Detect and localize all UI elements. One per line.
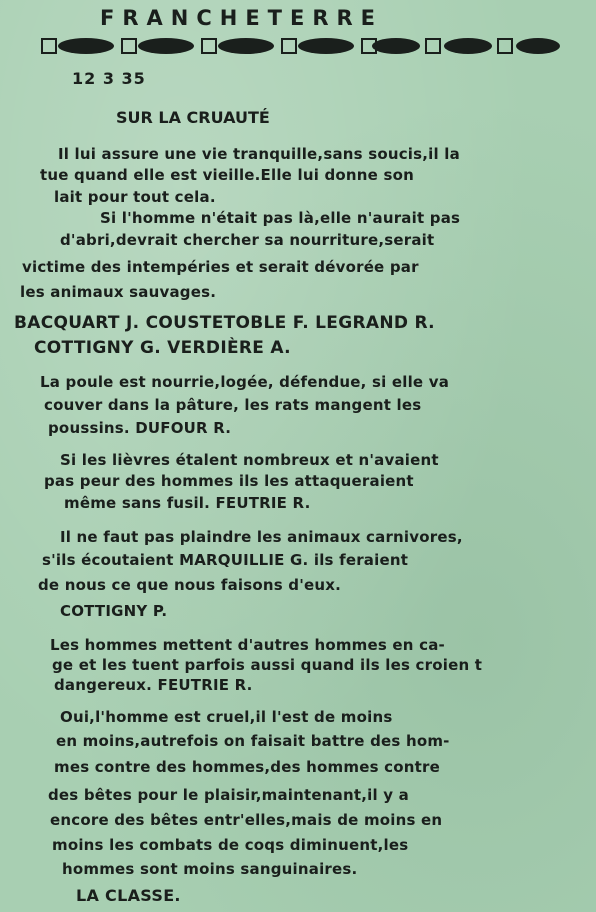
text-line: même sans fusil. FEUTRIE R. — [64, 494, 311, 512]
text-line: Si l'homme n'était pas là,elle n'aurait pas — [100, 209, 461, 227]
text-line: La poule est nourrie,logée, défendue, si elle va — [40, 373, 450, 391]
frieze-oval — [58, 38, 114, 54]
frieze-square — [42, 39, 56, 53]
text-line: moins les combats de coqs diminuent,les — [52, 836, 409, 854]
text-line: Oui,l'homme est cruel,il l'est de moins — [60, 708, 393, 726]
text-line: en moins,autrefois on faisait battre des hom- — [56, 732, 450, 750]
frieze-oval — [218, 38, 274, 54]
text-line: Il lui assure une vie tranquille,sans soucis,il la — [58, 145, 460, 163]
text-line: de nous ce que nous faisons d'eux. — [38, 576, 342, 594]
text-line: des bêtes pour le plaisir,maintenant,il y a — [48, 786, 409, 804]
frieze-oval — [298, 38, 354, 54]
text-line: s'ils écoutaient MARQUILLIE G. ils feraient — [42, 551, 409, 569]
text-line: Il ne faut pas plaindre les animaux carnivores, — [60, 528, 463, 546]
text-line: ge et les tuent parfois aussi quand ils les croien t — [52, 656, 483, 674]
frieze-square — [498, 39, 512, 53]
frieze-oval — [444, 38, 492, 54]
text-line: couver dans la pâture, les rats mangent les — [44, 396, 422, 414]
text-line: d'abri,devrait chercher sa nourriture,serait — [60, 231, 435, 249]
text-line: mes contre des hommes,des hommes contre — [54, 758, 440, 776]
frieze-square — [122, 39, 136, 53]
issue-date: 12 3 35 — [72, 69, 146, 88]
text-line: dangereux. FEUTRIE R. — [54, 676, 253, 694]
text-line: lait pour tout cela. — [54, 188, 216, 206]
text-line: tue quand elle est vieille.Elle lui donne son — [40, 166, 414, 184]
masthead-title: FRANCHETERRE — [100, 6, 384, 30]
text-line: poussins. DUFOUR R. — [48, 419, 232, 437]
text-line: hommes sont moins sanguinaires. — [62, 860, 358, 878]
frieze-square — [202, 39, 216, 53]
signature: LA CLASSE. — [76, 886, 181, 905]
text-line: encore des bêtes entr'elles,mais de moins en — [50, 811, 443, 829]
article-heading: SUR LA CRUAUTÉ — [116, 108, 270, 127]
frieze-square — [282, 39, 296, 53]
author-names: BACQUART J. COUSTETOBLE F. LEGRAND R. — [14, 313, 435, 333]
frieze-square — [426, 39, 440, 53]
author-names: COTTIGNY G. VERDIÈRE A. — [34, 338, 291, 358]
text-line: Si les lièvres étalent nombreux et n'avaient — [60, 451, 439, 469]
frieze-oval — [372, 38, 420, 54]
text-line: pas peur des hommes ils les attaqueraient — [44, 472, 414, 490]
decorative-frieze — [40, 36, 570, 56]
text-line: Les hommes mettent d'autres hommes en ca- — [50, 636, 445, 654]
text-line: les animaux sauvages. — [20, 283, 217, 301]
text-line: COTTIGNY P. — [60, 602, 168, 620]
frieze-oval — [138, 38, 194, 54]
text-line: victime des intempéries et serait dévorée par — [22, 258, 419, 276]
frieze-oval — [516, 38, 560, 54]
